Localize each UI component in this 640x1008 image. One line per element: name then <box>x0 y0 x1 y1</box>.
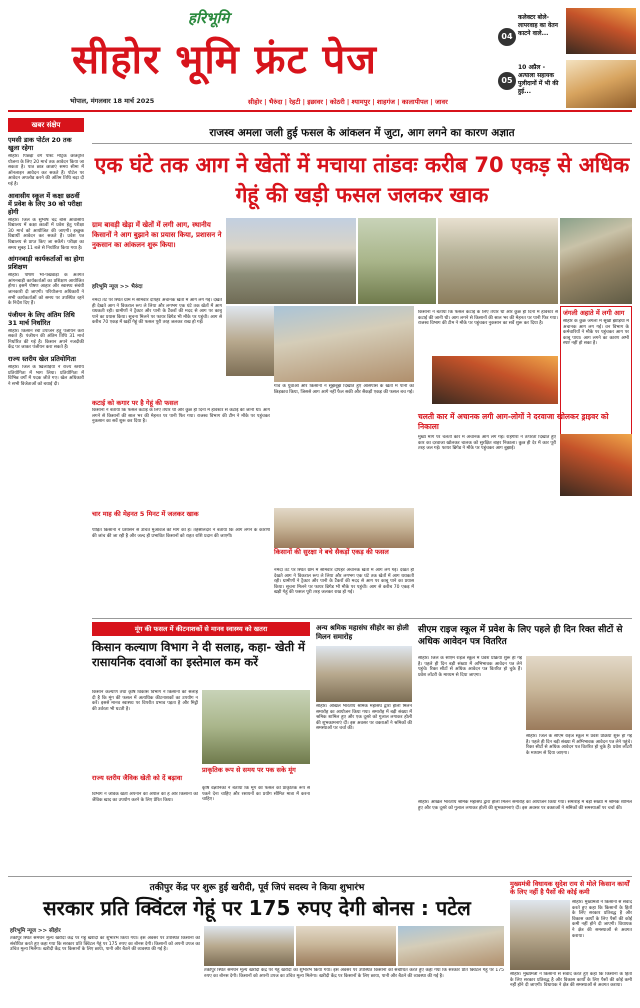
bottom-photo-3 <box>398 926 504 966</box>
sidebar-item-body: सीहोर। पोषण भी-पखवाड़ा के अंतर्गत आंगनबाड़ी कार्यकर्ताओं का प्रशिक्षण आयोजित होगा। इसमें पोषण आहार और स्वास्थ्य संबंधी जानकारी दी जाएगी। परियोजना अधिकारी ने सभी कार्यकर्ताओं को समय पर उपस्थित रहने के निर्देश दिए हैं। <box>8 273 84 307</box>
lead-sub-2: चार माह की मेहनत 5 मिनट में जलकर खाक <box>92 510 199 518</box>
promo-2-text: 10 अप्रैल - अत्याला सहायक पुलीदानों में भी की हुई... <box>518 64 559 95</box>
mid-rule <box>92 618 632 619</box>
promo-2[interactable] <box>498 60 638 112</box>
bottom-photo-2 <box>296 926 396 966</box>
masthead-rule <box>8 110 632 112</box>
lead-body-6: किसानों ने बताया कि फसल कटाई के लिए तैयार थी और कुछ ही दिनों में हार्वेस्टर से कटाई की जानी थी। आग लगने से किसानों की साल भर की मेहनत पर पानी फिर गया। राजस्व विभाग की टीम ने मौके पर पहुंचकर नुकसान का सर्वे शुरू कर दिया है। <box>418 310 558 327</box>
mid-right-body-3: सीहोर। अखिल भारतीय श्रमिक महासंघ द्वारा होली मिलन समारोह का आयोजन किया गया। समारोह में बड़ी संख्या में श्रमिक शामिल हुए और एक दूसरे को गुलाल लगाकर होली की शुभकामनाएं दीं। इस अवसर पर वक्ताओं ने श्रमिकों की समस्याओं पर चर्चा की। <box>418 800 632 811</box>
mid-left-body: किसान कल्याण तथा कृषि विकास विभाग ने किसानों को सलाह दी है कि मूंग की फसल में अत्यधिक कीटनाशकों का उपयोग न करें। इससे मानव स्वास्थ्य पर विपरीत प्रभाव पड़ता है और मिट्टी की उर्वरता भी घटती है। <box>92 690 198 712</box>
lead-photo-3 <box>438 218 558 304</box>
lead-photo-farmers <box>274 508 414 548</box>
mid-right-body: सीहोर। जिले के सीएम राइज स्कूल में प्रवेश प्रक्रिया शुरू हो गई है। पहले ही दिन बड़ी संख्या में अभिभावक आवेदन पत्र लेने पहुंचे। रिक्त सीटों से अधिक आवेदन पत्र वितरित हो चुके हैं। प्रवेश लॉटरी के माध्यम से दिया जाएगा। <box>418 656 522 678</box>
mid-right-photo <box>526 656 632 730</box>
sidebar-item-body: सीहोर। जिले के खिलाड़ियों ने राज्य स्तरीय प्रतियोगिता में भाग लिया। प्रतियोगिता में विभिन्न वर्गों में पदक जीते गए। खेल अधिकारी ने सभी विजेताओं को बधाई दी। <box>8 365 84 387</box>
lead-photo-caption: किसानों की सुरक्षा ने बचे सैकड़ों एकड़ की फसल <box>274 548 389 556</box>
brand-logo: हरिभूमि <box>188 9 230 27</box>
lead-body-4: गांव के युवाओं और किसानों ने सूझबूझ दिखाते हुए आसपास के खेतों में पानी का छिड़काव किया, जिससे आग आगे नहीं फैल सकी और सैकड़ों एकड़ की फसल बच गई। <box>274 384 414 395</box>
mid-mid-photo <box>316 646 412 702</box>
lead-body-2: किसानों ने बताया कि फसल कटाई के लिए तैयार थी और कुछ ही दिनों में हार्वेस्टर से कटाई की जानी थी। आग लगने से किसानों की साल भर की मेहनत पर पानी फिर गया। राजस्व विभाग की टीम ने मौके पर पहुंचकर नुकसान का सर्वे शुरू कर दिया है। <box>92 408 270 425</box>
sidebar-item-title: आवासीय स्कूल में कक्षा छठवीं में प्रवेश के लिए 30 को परीक्षा होगी <box>8 191 82 216</box>
bottom-right-kicker[interactable]: मुख्यमंत्री विधायक सुदेश राय से मोले किसान कार्यों के लिए नहीं है पैसों की कोई कमी <box>510 880 630 896</box>
sidebar-item-title: राज्य स्तरीय खेल प्रतियोगिता <box>8 355 76 364</box>
lead-summary: ग्राम बावड़ी खेड़ा में खेतों में लगी आग, स्थानीय किसानों ने आग बुझाने का प्रयास किया, प्रशासन ने नुकसान का आंकलन शुरू किया। <box>92 221 222 249</box>
promo-2-photo <box>566 60 636 108</box>
sidebar-header: खबर संक्षेप <box>8 118 84 132</box>
car-fire-body: मुख्य मार्ग पर चलती कार में अचानक आग लग गई। राहगीरों ने तत्परता दिखाते हुए कार का दरवाजा खोलकर चालक को सुरक्षित बाहर निकाला। कुछ ही देर में कार पूरी तरह जल गई। फायर ब्रिगेड ने मौके पर पहुंचकर आग बुझाई। <box>418 435 556 452</box>
lead-photo-1 <box>226 218 356 304</box>
car-fire-headline: चलती कार में अचानक लगी आग-लोगों ने दरवाजा खोलकर ड्राइवर को निकाला <box>418 412 609 431</box>
sidebar-item-body: सीहोर। जिले के सुभाष चंद्र बोस आवासीय विद्यालय में कक्षा छठवीं में प्रवेश हेतु परीक्षा 30 मार्च को आयोजित की जाएगी। इच्छुक विद्यार्थी आवेदन कर सकते हैं। प्रवेश पत्र विद्यालय से प्राप्त किए जा सकेंगे। परीक्षा का समय सुबह 11 बजे से निर्धारित किया गया है। <box>8 217 84 251</box>
bottom-body: तकीपुर स्थित समर्थन मूल्य खरीदी केंद्र पर गेहूं खरीदी का शुभारंभ किया गया। इस अवसर पर उपस्थित किसानों को संबोधित करते हुए कहा गया कि सरकार प्रति क्विंटल गेहूं पर 175 रुपए का बोनस देगी। किसानों को अपनी उपज का उचित मूल्य मिलेगा। खरीदी केंद्र पर किसानों के लिए छाया, पानी और बैठने की व्यवस्था की गई है। <box>10 936 200 953</box>
lead-body-1: नर्मदा तट पर स्थित ग्राम में सोमवार दोपहर अचानक खेतों में आग लग गई। देखते ही देखते आग ने विकराल रूप ले लिया और लगभग एक घंटे तक खेतों में आग धधकती रही। ग्रामीणों ने ट्रैक्टर और पानी के टैंकरों की मदद से आग पर काबू पाने का प्रयास किया। सूचना मिलने पर फायर ब्रिगेड भी मौके पर पहुंची। आग से करीब 70 एकड़ में खड़ी गेहूं की फसल पूरी तरह जलकर राख हो गई। <box>92 298 222 326</box>
right-box-title: जंगली अहाते में लगी आग <box>563 309 625 317</box>
mid-left-sub: राज्य स्तरीय जैविक खेती को दें बढ़ावा <box>92 774 183 782</box>
page-title: सीहोर भूमि फ्रंट पेज <box>72 37 377 83</box>
bottom-right-photo <box>510 900 570 970</box>
sidebar-item[interactable] <box>8 255 84 307</box>
lead-headline[interactable]: एक घंटे तक आग ने खेतों में मचाया तांडवः करीब 70 एकड़ से अधिक गेहूं की खड़ी फसल जलकर खाक <box>94 153 630 207</box>
bottom-photo-1 <box>204 926 294 966</box>
sidebar-item-body: सीहोर। किसान रबी उपार्जन हेतु पंजीयन करा सकते हैं। पंजीयन की अंतिम तिथि 31 मार्च निर्धारित की गई है। किसान अपने नजदीकी केंद्र पर जाकर पंजीयन करा सकते हैं। <box>8 328 84 351</box>
bottom-headline[interactable]: सरकार प्रति क्विंटल गेहूं पर 175 रुपए देगी बोनस : पटेल <box>43 896 471 920</box>
sidebar <box>8 118 84 688</box>
mid-mid-kicker[interactable]: अन्य श्रमिक महासंघ सीहोर का होली मिलन समारोह <box>316 624 409 641</box>
sidebar-item-body: सीहोर। पिछड़ा वर्ग पोस्ट मैट्रिक छात्रवृत्ति योजना के लिए 20 मार्च तक आवेदन किया जा सकता है। पात्र छात्र छात्राएं समय सीमा में ऑनलाइन आवेदन कर सकते हैं। पोर्टल पर आवेदन अपलोड करने की अंतिम तिथि बढ़ा दी गई है। <box>8 154 84 187</box>
sidebar-item-title: आंगनबाड़ी कार्यकर्ताओं का होगा प्रशिक्षण <box>8 255 84 272</box>
car-fire-story[interactable] <box>418 412 632 522</box>
sidebar-item[interactable] <box>8 192 84 252</box>
lead-photo-4 <box>560 218 632 304</box>
right-box-body: सीहोर के कुछ जंगलों में सूखी झाड़ियों में अचानक आग लग गई। वन विभाग के कर्मचारियों ने मौके पर पहुंचकर आग पर काबू पाया। आग लगने का कारण अभी स्पष्ट नहीं हो सका है। <box>563 319 629 347</box>
bottom-body-2: तकीपुर स्थित समर्थन मूल्य खरीदी केंद्र पर गेहूं खरीदी का शुभारंभ किया गया। इस अवसर पर उपस्थित किसानों को संबोधित करते हुए कहा गया कि सरकार प्रति क्विंटल गेहूं पर 175 रुपए का बोनस देगी। किसानों को अपनी उपज का उचित मूल्य मिलेगा। खरीदी केंद्र पर किसानों के लिए छाया, पानी और बैठने की व्यवस्था की गई है। <box>204 968 504 979</box>
sidebar-item-title: पंजीयन के लिए अंतिम तिथि 31 मार्च निर्धारित <box>8 310 75 327</box>
dateline: भोपाल, मंगलवार 18 मार्च 2025 <box>70 97 155 105</box>
mid-left-photo-caption: प्राकृतिक रूप से समय पर पक सके मूंग <box>202 766 296 774</box>
mid-right-body-2: सीहोर। जिले के सीएम राइज स्कूल में प्रवेश प्रक्रिया शुरू हो गई है। पहले ही दिन बड़ी संख्या में अभिभावक आवेदन पत्र लेने पहुंचे। रिक्त सीटों से अधिक आवेदन पत्र वितरित हो चुके हैं। प्रवेश लॉटरी के माध्यम से दिया जाएगा। <box>526 734 632 756</box>
promo-1-text: कलेक्टर बोले-लापरवाह का वेतन काटने वाले... <box>518 14 558 37</box>
right-box-photo <box>432 356 558 404</box>
lead-byline: हरिभूमि न्यूज >> भैरुंदा <box>92 284 143 290</box>
promo-1-badge: 04 <box>498 28 516 46</box>
sidebar-item-title: एमसी डाक पोर्टल 20 तक खुला रहेगा <box>8 136 72 152</box>
mid-right-headline[interactable]: सीएम राइज स्कूल में प्रवेश के लिए पहले ही दिन रिक्त सीटों से अधिक आवेदन पत्र वितरित <box>418 625 623 647</box>
sidebar-item[interactable] <box>8 311 84 351</box>
car-fire-photo <box>560 434 632 496</box>
lead-photo-2 <box>358 218 436 304</box>
sidebar-item[interactable] <box>8 136 84 188</box>
promo-1[interactable] <box>498 6 638 56</box>
mid-mid-body: सीहोर। अखिल भारतीय श्रमिक महासंघ द्वारा होली मिलन समारोह का आयोजन किया गया। समारोह में बड़ी संख्या में श्रमिक शामिल हुए और एक दूसरे को गुलाल लगाकर होली की शुभकामनाएं दीं। इस अवसर पर वक्ताओं ने श्रमिकों की समस्याओं पर चर्चा की। <box>316 704 412 732</box>
mid-left-body-2: विभाग ने जैविक खेती अपनाने की अपील की है और किसानों को जैविक खाद का उपयोग करने के लिए प्रेरित किया। <box>92 792 198 803</box>
bottom-kicker: तकीपुर केंद्र पर शुरू हुई खरीदी, पूर्व जिपं सदस्य ने किया शुभारंभ <box>149 883 365 893</box>
bottom-right-body-2: सीहोर। मुख्यमंत्री ने किसानों से संवाद करते हुए कहा कि किसानों के हितों के लिए सरकार प्रतिबद्ध है और विकास कार्यों के लिए पैसों की कोई कमी नहीं होने दी जाएगी। विधायक ने क्षेत्र की समस्याओं से अवगत कराया। <box>510 972 632 989</box>
lead-kicker: राजस्व अमला जली हुई फसल के आंकलन में जुटा, आग लगने का कारण अज्ञात <box>92 126 632 144</box>
lead-body-3: पीड़ित किसानों ने प्रशासन से उचित मुआवजे की मांग की है। तहसीलदार ने बताया कि आग लगने के कारणों की जांच की जा रही है और जल्द ही प्रभावित किसानों को राहत राशि प्रदान की जाएगी। <box>92 528 270 539</box>
lead-sub-1: कटाई को कगार पर है गेहूं की फसल <box>92 399 179 407</box>
masthead <box>0 0 640 118</box>
bottom-right-body: सीहोर। मुख्यमंत्री ने किसानों से संवाद करते हुए कहा कि किसानों के हितों के लिए सरकार प्रतिबद्ध है और विकास कार्यों के लिए पैसों की कोई कमी नहीं होने दी जाएगी। विधायक ने क्षेत्र की समस्याओं से अवगत कराया। <box>572 900 632 939</box>
mid-left-body-3: कृषि वैज्ञानिकों ने बताया कि मूंग की फसल को प्राकृतिक रूप से पकने देना चाहिए और रसायनों का प्रयोग सीमित मात्रा में करना चाहिए। <box>202 786 310 803</box>
mid-left-kicker: मूंग की फसल में कीटनाशकों से मानव स्वास्थ्य को खतरा <box>92 622 310 636</box>
lead-body-5: नर्मदा तट पर स्थित ग्राम में सोमवार दोपहर अचानक खेतों में आग लग गई। देखते ही देखते आग ने विकराल रूप ले लिया और लगभग एक घंटे तक खेतों में आग धधकती रही। ग्रामीणों ने ट्रैक्टर और पानी के टैंकरों की मदद से आग पर काबू पाने का प्रयास किया। सूचना मिलने पर फायर ब्रिगेड भी मौके पर पहुंची। आग से करीब 70 एकड़ में खड़ी गेहूं की फसल पूरी तरह जलकर राख हो गई। <box>274 568 414 596</box>
mid-left-photo <box>202 690 310 764</box>
bottom-byline: हरिभूमि न्यूज >> सीहोर <box>10 928 61 934</box>
mid-left-headline[interactable]: किसान कल्याण विभाग ने दी सलाह, कहा- खेती में रासायनिक दवाओं का इस्तेमाल कम करें <box>92 640 305 669</box>
sidebar-item[interactable] <box>8 355 84 387</box>
lead-photo-field <box>274 306 414 382</box>
promo-2-badge: 05 <box>498 72 516 90</box>
bottom-rule <box>8 876 632 877</box>
towns-list: सीहोर | भैरुंदा | रेहटी | इछावर | कोठरी | श्यामपुर | शाहगंज | कालापीपल | जावर <box>248 98 448 106</box>
promo-1-photo <box>566 8 636 54</box>
